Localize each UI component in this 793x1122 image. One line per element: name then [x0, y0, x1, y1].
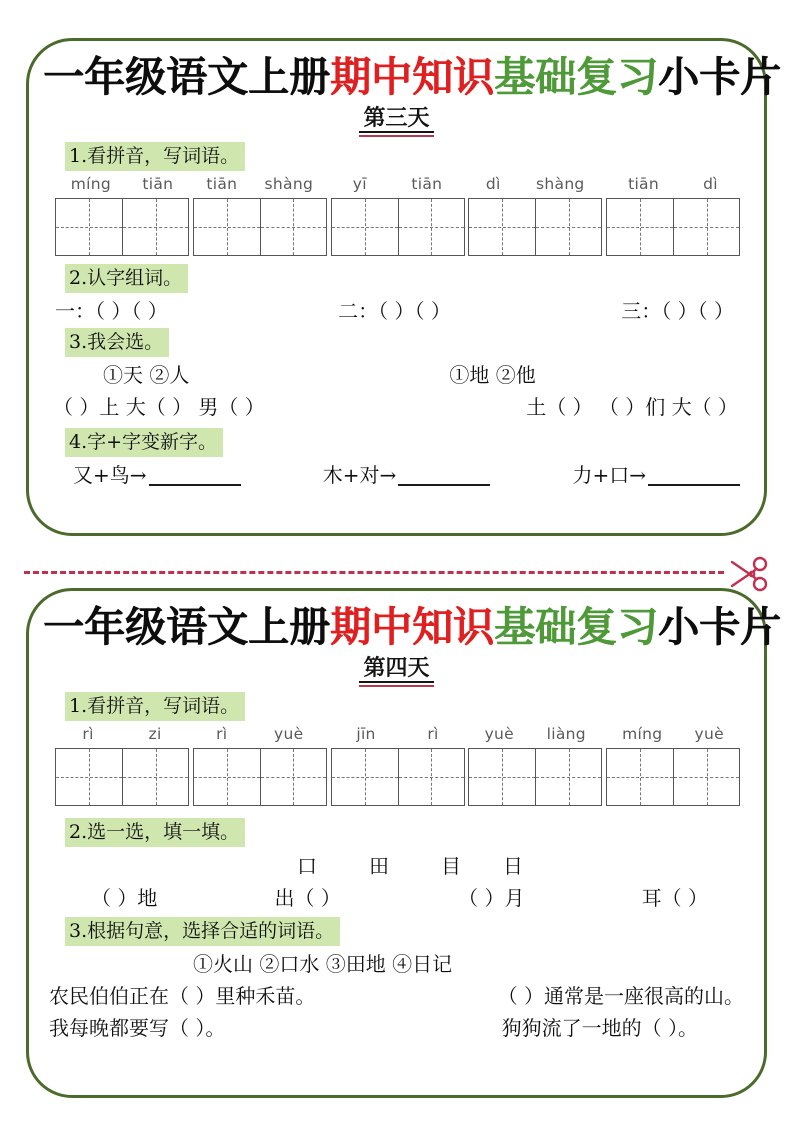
card-title — [43, 601, 781, 653]
pinyin-writing-exercise — [43, 174, 750, 256]
pinyin-group — [55, 174, 189, 194]
pinyin-syllable: shàng — [536, 175, 585, 193]
question-4-heading-row — [65, 428, 750, 457]
tianzige-cell[interactable] — [122, 199, 188, 255]
fill-blank-item[interactable]: 耳（ ） — [641, 886, 708, 910]
pinyin-syllable: shàng — [264, 175, 314, 193]
pinyin-group — [331, 174, 465, 194]
title-segment-3: 基础复习 — [494, 53, 658, 101]
tianzige-cell[interactable] — [398, 749, 464, 805]
tianzige-cell[interactable] — [56, 749, 122, 805]
tianzige-pair[interactable] — [468, 198, 602, 256]
title-segment-3: 基础复习 — [494, 603, 658, 651]
tianzige-cell[interactable] — [122, 749, 188, 805]
character-choice[interactable]: 日 — [503, 854, 523, 878]
card-content — [29, 601, 781, 1105]
question-3-heading: 3.根据句意，选择合适的词语。 — [65, 917, 340, 946]
tianzige-cell[interactable] — [398, 199, 464, 255]
character-combine-item[interactable] — [572, 460, 740, 490]
question-2-character-row — [43, 851, 750, 881]
question-1-heading-row — [65, 692, 750, 721]
option-list: ①火山 ②口水 ③田地 ④日记 — [193, 952, 453, 976]
question-4-heading: 4.字+字变新字。 — [65, 428, 223, 457]
character-combine-item[interactable] — [323, 460, 491, 490]
worksheet-card-day-three — [26, 38, 781, 536]
tianzige-cell[interactable] — [469, 749, 535, 805]
question-3-options-row — [43, 949, 750, 979]
question-4-answer-row — [43, 460, 750, 490]
tianzige-pair[interactable] — [193, 748, 327, 806]
pinyin-group — [606, 174, 740, 194]
question-3-sentence-row-2[interactable] — [43, 1013, 750, 1043]
question-2-answer-row[interactable] — [43, 296, 750, 326]
tianzige-cell[interactable] — [56, 199, 122, 255]
tianzige-cell[interactable] — [260, 199, 326, 255]
tianzige-pair[interactable] — [606, 198, 740, 256]
question-2-heading-row — [65, 818, 750, 847]
word-building-item[interactable]: 二：（ ）（ ） — [338, 299, 451, 323]
title-segment-1: 一年级语文上册 — [43, 53, 330, 101]
question-1-heading: 1.看拼音，写词语。 — [65, 142, 245, 171]
tianzige-pair[interactable] — [331, 198, 465, 256]
tianzige-cell[interactable] — [535, 749, 601, 805]
character-combine-label: 力+口→ — [572, 463, 646, 487]
pinyin-syllable: tiān — [628, 175, 659, 193]
pinyin-syllable: dì — [485, 175, 501, 193]
answer-blank[interactable] — [149, 484, 241, 486]
fill-blank-item[interactable]: （ ）月 — [458, 886, 525, 910]
pinyin-syllable: yuè — [273, 725, 304, 743]
pinyin-row — [43, 174, 750, 194]
pinyin-syllable: tiān — [411, 175, 443, 193]
card-content — [29, 51, 781, 543]
question-3-heading-row — [65, 917, 750, 946]
tianzige-cell[interactable] — [535, 199, 601, 255]
fill-blank-item[interactable]: （ ）地 — [91, 886, 158, 910]
question-2-heading-row — [65, 264, 750, 293]
sentence-blank[interactable]: 我每晚都要写（ ）。 — [49, 1016, 226, 1040]
title-segment-4: 小卡片 — [658, 603, 781, 651]
tianzige-row — [43, 198, 750, 256]
pinyin-syllable: tiān — [206, 175, 238, 193]
tianzige-pair[interactable] — [331, 748, 465, 806]
sentence-blank[interactable]: 农民伯伯正在（ ）里种禾苗。 — [49, 984, 316, 1008]
pinyin-syllable: rì — [216, 725, 228, 743]
character-combine-item[interactable] — [73, 460, 241, 490]
pinyin-group — [331, 724, 465, 744]
day-label-wrapper — [43, 655, 750, 685]
tianzige-pair[interactable] — [55, 198, 189, 256]
worksheet-card-day-four — [26, 588, 781, 1098]
pinyin-syllable: yuè — [694, 725, 724, 743]
pinyin-syllable: rì — [427, 725, 439, 743]
fill-blank-line-right[interactable]: 土（ ） （ ）们 大（ ） — [526, 395, 738, 419]
cut-dashed-line — [24, 571, 724, 574]
pinyin-group — [468, 724, 602, 744]
day-label-wrapper — [43, 105, 750, 135]
pinyin-syllable: tiān — [142, 175, 174, 193]
pinyin-syllable: rì — [82, 725, 94, 743]
option-group-left: ①天 ②人 — [103, 363, 190, 387]
tianzige-cell[interactable] — [673, 199, 739, 255]
pinyin-group — [193, 174, 327, 194]
word-building-item[interactable]: 三：（ ）（ ） — [621, 299, 734, 323]
question-1-heading: 1.看拼音，写词语。 — [65, 692, 245, 721]
question-2-heading: 2.选一选，填一填。 — [65, 818, 245, 847]
answer-blank[interactable] — [398, 484, 490, 486]
character-choice[interactable]: 口 — [297, 854, 317, 878]
sentence-blank[interactable]: 狗狗流了一地的（ ）。 — [501, 1016, 698, 1040]
title-segment-2: 期中知识 — [330, 603, 494, 651]
pinyin-syllable: dì — [703, 175, 718, 193]
fill-blank-line-left[interactable]: （ ）上 大（ ） 男（ ） — [53, 395, 265, 419]
option-group-right: ①地 ②他 — [449, 363, 536, 387]
tianzige-cell[interactable] — [332, 199, 398, 255]
question-3-sentence-row-1[interactable] — [43, 981, 750, 1011]
question-2-blank-row[interactable] — [43, 883, 750, 913]
character-choice[interactable]: 田 — [369, 854, 389, 878]
question-3-options-row — [43, 360, 750, 390]
cut-divider — [24, 560, 772, 586]
tianzige-pair[interactable] — [606, 748, 740, 806]
character-combine-label: 木+对→ — [322, 463, 397, 487]
tianzige-cell[interactable] — [194, 199, 260, 255]
tianzige-cell[interactable] — [469, 199, 535, 255]
word-building-item[interactable]: 一：（ ）（ ） — [55, 299, 168, 323]
pinyin-syllable: yī — [352, 175, 367, 193]
title-segment-2: 期中知识 — [330, 53, 494, 101]
card-title — [43, 51, 781, 103]
title-segment-1: 一年级语文上册 — [43, 603, 330, 651]
pinyin-group — [193, 724, 327, 744]
tianzige-cell[interactable] — [607, 749, 673, 805]
day-label: 第四天 — [359, 655, 433, 685]
fill-blank-item[interactable]: 出（ ） — [274, 886, 341, 910]
question-3-heading-row — [65, 328, 750, 357]
question-3-heading: 3.我会选。 — [65, 328, 169, 357]
pinyin-syllable: jīn — [356, 725, 376, 743]
answer-blank[interactable] — [648, 484, 740, 486]
character-combine-label: 又+鸟→ — [73, 463, 147, 487]
sentence-blank[interactable]: （ ）通常是一座很高的山。 — [497, 984, 744, 1008]
pinyin-group — [606, 724, 740, 744]
pinyin-syllable: yuè — [484, 725, 514, 743]
tianzige-cell[interactable] — [607, 199, 673, 255]
pinyin-group — [468, 174, 602, 194]
pinyin-row — [43, 724, 750, 744]
tianzige-row — [43, 748, 750, 806]
title-segment-4: 小卡片 — [658, 53, 781, 101]
tianzige-pair[interactable] — [193, 198, 327, 256]
pinyin-writing-exercise — [43, 724, 750, 806]
pinyin-group — [55, 724, 189, 744]
pinyin-syllable: zi — [148, 725, 162, 743]
question-2-heading: 2.认字组词。 — [65, 264, 188, 293]
tianzige-cell[interactable] — [332, 749, 398, 805]
day-label: 第三天 — [359, 105, 433, 135]
pinyin-syllable: míng — [622, 725, 663, 743]
tianzige-cell[interactable] — [194, 749, 260, 805]
character-choice[interactable]: 目 — [441, 854, 461, 878]
pinyin-syllable: míng — [70, 175, 111, 193]
question-1-heading-row — [65, 142, 750, 171]
tianzige-cell[interactable] — [673, 749, 739, 805]
tianzige-pair[interactable] — [468, 748, 602, 806]
pinyin-syllable: liàng — [546, 725, 586, 743]
tianzige-pair[interactable] — [55, 748, 189, 806]
tianzige-cell[interactable] — [260, 749, 326, 805]
question-3-answer-row[interactable] — [43, 392, 750, 422]
